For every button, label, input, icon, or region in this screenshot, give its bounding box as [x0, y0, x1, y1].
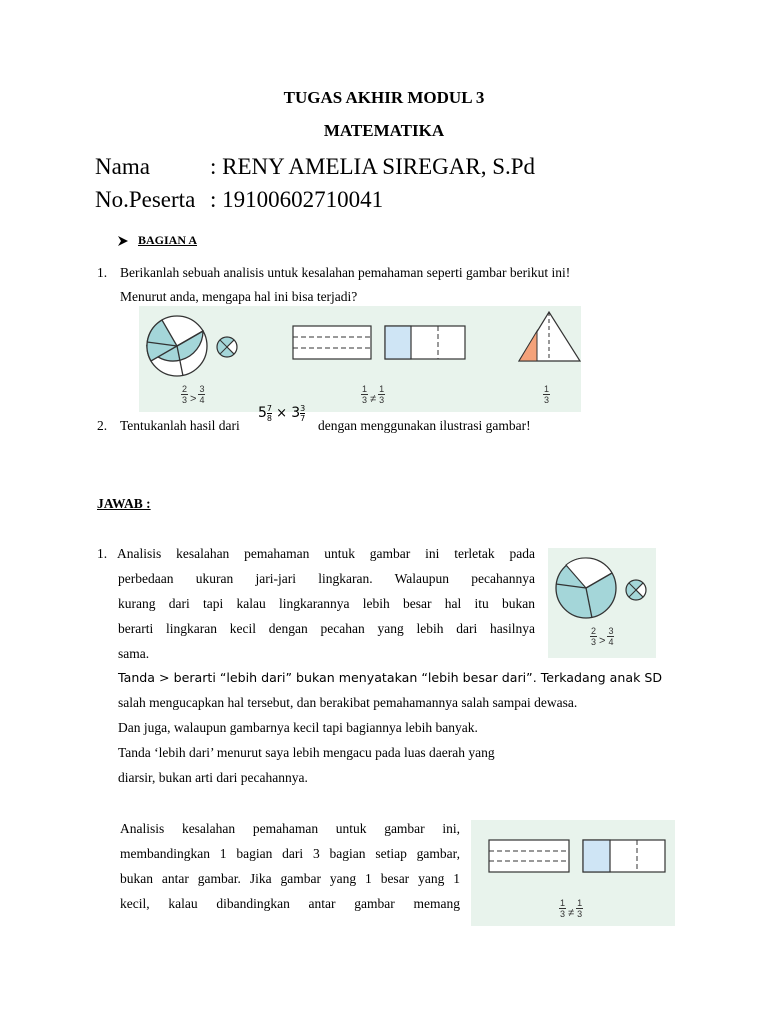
times-sign: ×: [276, 406, 288, 421]
answer-3-line-3: bukan antar gambar. Jika gambar yang 1 besar yang 1: [120, 871, 460, 886]
fig2-relation: ≠: [370, 393, 377, 406]
answer-1-line-5: sama.: [118, 646, 150, 661]
fig2-fraction-a: $\frac{1}{3}$: [362, 384, 368, 405]
question-1-number: 1.: [97, 265, 108, 280]
question-1-line-2: Menurut anda, mengapa hal ini bisa terjadi?: [120, 289, 358, 304]
answer-2-line-2: salah mengucapkan hal tersebut, dan berakibat pemahamannya salah sampai dewasa.: [118, 695, 578, 710]
fig3-fraction: $\frac{1}{3}$: [544, 384, 550, 405]
rectangle-figure-panel: [471, 820, 675, 926]
answer-2-line-5: diarsir, bukan arti dari pecahannya.: [118, 770, 308, 785]
document-subtitle: MATEMATIKA: [323, 121, 445, 140]
mixed-1-fraction: $\frac{7}{8}$: [266, 404, 273, 423]
side-fig1-relation: >: [599, 635, 606, 648]
fig1-fraction-a: $\frac{2}{3}$: [182, 384, 188, 405]
answer-3-line-2: membandingkan 1 bagian dari 3 bagian setiap gambar,: [120, 846, 460, 861]
side-fig2-label: [559, 898, 583, 922]
side-fig2-relation: ≠: [568, 907, 575, 920]
fraction-figure-panel: [139, 306, 581, 412]
id-label: No.Peserta: [95, 187, 196, 212]
answer-1-line-1: Analisis kesalahan pemahaman untuk gambar ini terletak pada: [117, 546, 535, 561]
circle-figure-panel: [548, 548, 656, 658]
mixed-2-fraction: $\frac{3}{7}$: [300, 404, 306, 423]
question-1-line-1: Berikanlah sebuah analisis untuk kesalahan pemahaman seperti gambar berikut ini!: [120, 265, 571, 280]
arrow-bullet-icon: [117, 234, 129, 252]
answer-heading: JAWAB :: [97, 496, 151, 511]
answer-2-line-4: Tanda ‘lebih dari’ menurut saya lebih mengacu pada luas daerah yang: [118, 745, 495, 760]
fig2-fraction-b: $\frac{1}{3}$: [379, 384, 385, 405]
mixed-number-expression: [258, 404, 305, 423]
answer-2-line-1: Tanda > berarti “lebih dari” bukan menyatakan “lebih besar dari”. Terkadang anak SD: [118, 670, 663, 685]
side-fig1-label: [590, 626, 614, 650]
side-fig2-fraction-b: $\frac{1}{3}$: [577, 898, 583, 919]
question-2-number: 2.: [97, 418, 108, 433]
side-fig1-fraction-b: $\frac{3}{4}$: [608, 626, 614, 647]
id-value: : 19100602710041: [210, 187, 384, 212]
question-2-after: dengan menggunakan ilustrasi gambar!: [318, 418, 531, 433]
mixed-1-whole: 5: [258, 405, 267, 421]
name-label: Nama: [95, 154, 150, 179]
answer-2-line-3: Dan juga, walaupun gambarnya kecil tapi bagiannya lebih banyak.: [118, 720, 478, 735]
section-heading: BAGIAN A: [138, 233, 198, 247]
side-fig1-fraction-a: $\frac{2}{3}$: [591, 626, 597, 647]
answer-1-line-3: kurang dari tapi kalau lingkarannya lebih besar hal itu bukan: [118, 596, 535, 611]
fig1-fraction-b: $\frac{3}{4}$: [199, 384, 205, 405]
answer-1-line-4: berarti lingkaran kecil dengan pecahan yang lebih dari hasilnya: [118, 621, 535, 636]
answer-1-line-2: perbedaan ukuran jari-jari lingkaran. Walaupun pecahannya: [118, 571, 535, 586]
fig3-label: [543, 384, 550, 408]
name-value: : RENY AMELIA SIREGAR, S.Pd: [210, 154, 536, 179]
answer-1-number: 1.: [97, 546, 108, 561]
side-fig2-fraction-a: $\frac{1}{3}$: [560, 898, 566, 919]
fig1-relation: >: [190, 393, 197, 406]
answer-3-line-1: Analisis kesalahan pemahaman untuk gambar ini,: [120, 821, 460, 836]
question-2-before: Tentukanlah hasil dari: [120, 418, 240, 433]
fig1-label: [181, 384, 205, 408]
answer-3-line-4: kecil, kalau dibandingkan antar gambar memang: [120, 896, 460, 911]
document-title: TUGAS AKHIR MODUL 3: [283, 88, 485, 107]
fig2-label: [361, 384, 385, 408]
mixed-2-whole: 3: [291, 405, 301, 421]
